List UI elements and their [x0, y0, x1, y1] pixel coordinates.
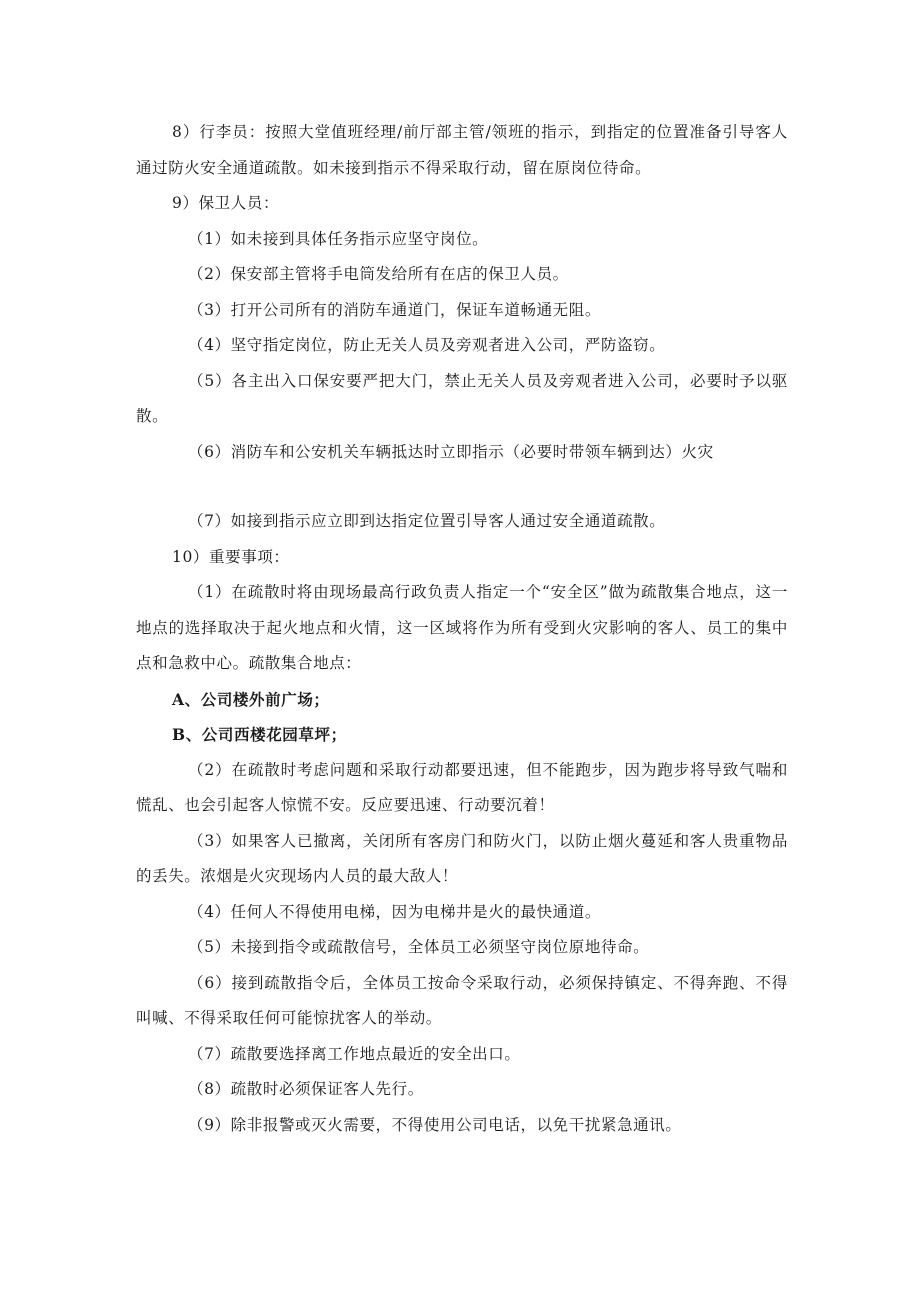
paragraph-security-4: （4）坚守指定岗位，防止无关人员及旁观者进入公司，严防盗窃。 [188, 336, 666, 354]
paragraph-security-6: （6）消防车和公安机关车辆抵达时立即指示（必要时带领车辆到达）火灾 [188, 442, 714, 461]
paragraph-security-5: （5）各主出入口保安要严把大门，禁止无关人员及旁观者进入公司，必要时予以驱散。 [136, 371, 788, 425]
paragraph-security-7: （7）如接到指示应立即到达指定位置引导客人通过安全通道疏散。 [188, 512, 666, 530]
paragraph-important-5: （5）未接到指令或疏散信号，全体员工必须坚守岗位原地待命。 [188, 938, 650, 956]
paragraph-important-7: （7）疏散要选择离工作地点最近的安全出口。 [188, 1044, 521, 1063]
paragraph-assembly-b: B、公司西楼花园草坪； [172, 725, 347, 744]
paragraph-assembly-a: A、公司楼外前广场； [172, 689, 330, 709]
paragraph-security-heading: 9）保卫人员： [172, 194, 280, 212]
paragraph-important-9: （9）除非报警或灭火需要，不得使用公司电话，以免干扰紧急通讯。 [188, 1115, 682, 1134]
paragraph-porter: 8）行李员：按照大堂值班经理/前厅部主管/领班的指示，到指定的位置准备引导客人通过防火安全通道疏散。如未接到指示不得采取行动，留在原岗位待命。 [136, 123, 788, 177]
document-page [136, 115, 788, 1143]
paragraph-security-1: （1）如未接到具体任务指示应坚守岗位。 [188, 229, 489, 248]
paragraph-important-8: （8）疏散时必须保证客人先行。 [188, 1080, 424, 1098]
paragraph-important-1: （1）在疏散时将由现场最高行政负责人指定一个“安全区”做为疏散集合地点，这一地点的选择取决于起火地点和火情，这一区域将作为所有受到火灾影响的客人、员工的集中点和急救中心。疏散集合地点： [136, 583, 788, 672]
blank-line [136, 470, 788, 504]
paragraph-important-2: （2）在疏散时考虑问题和采取行动都要迅速，但不能跑步，因为跑步将导致气喘和慌乱、也会引起客人惊慌不安。反应要迅速、行动要沉着！ [136, 760, 788, 814]
paragraph-security-3: （3）打开公司所有的消防车通道门，保证车道畅通无阻。 [188, 300, 601, 319]
paragraph-important-4: （4）任何人不得使用电梯，因为电梯井是火的最快通道。 [188, 902, 601, 921]
paragraph-important-6: （6）接到疏散指令后，全体员工按命令采取行动，必须保持镇定、不得奔跑、不得叫喊、不得采取任何可能惊扰客人的举动。 [136, 973, 788, 1027]
paragraph-security-2: （2）保安部主管将手电筒发给所有在店的保卫人员。 [188, 265, 569, 283]
paragraph-important-heading: 10）重要事项： [172, 547, 290, 566]
paragraph-important-3: （3）如果客人已撤离，关闭所有客房门和防火门，以防止烟火蔓延和客人贵重物品的丢失。浓烟是火灾现场内人员的最大敌人！ [136, 831, 788, 885]
